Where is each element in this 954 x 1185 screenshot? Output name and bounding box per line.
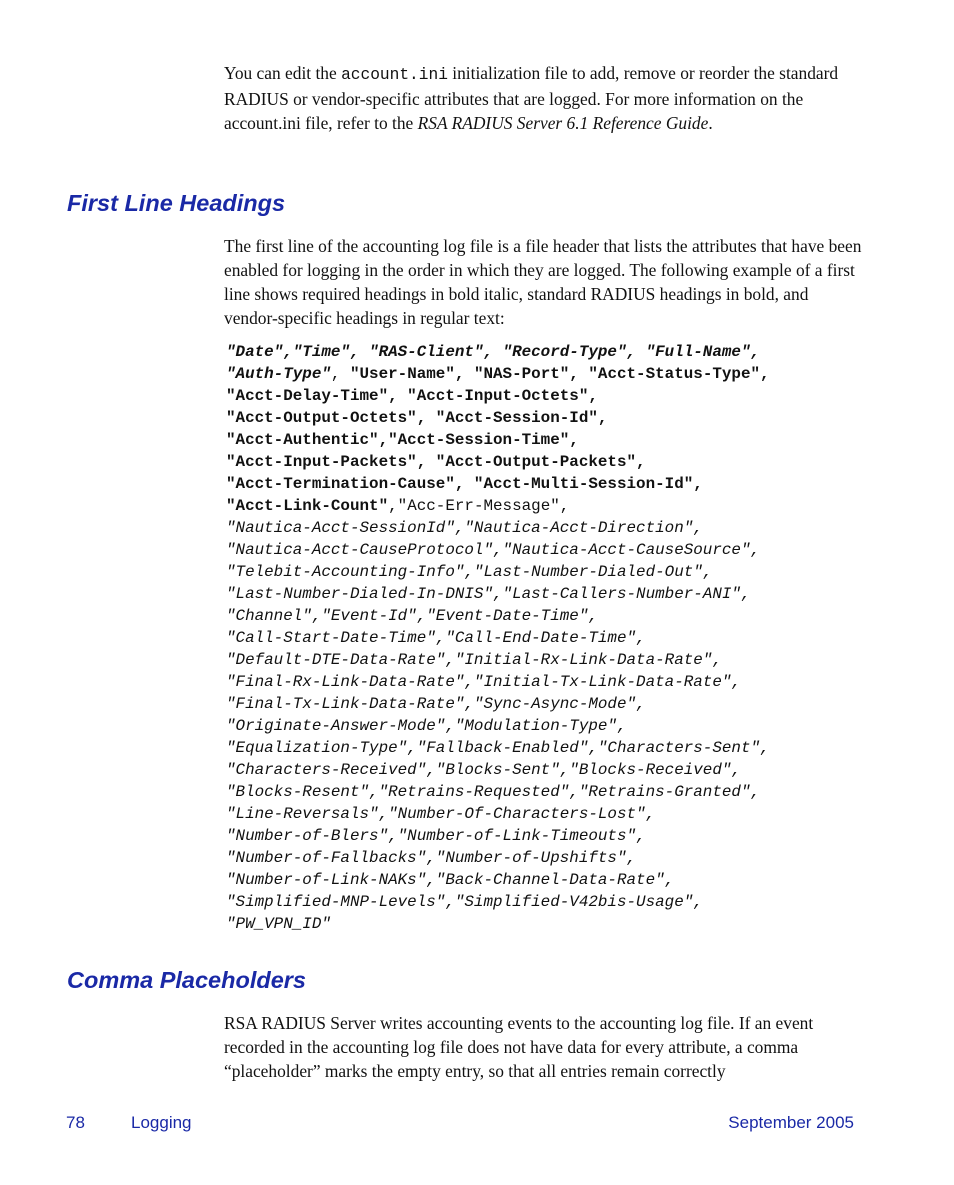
- code-line: [226, 451, 926, 473]
- code-line: [226, 869, 926, 891]
- code-segment: "Acct-Authentic","Acct-Session-Time",: [226, 431, 579, 449]
- code-line: [226, 627, 926, 649]
- code-line: [226, 759, 926, 781]
- code-line: [226, 693, 926, 715]
- code-line: [226, 891, 926, 913]
- code-segment: "Characters-Received","Blocks-Sent","Blocks-Received",: [226, 761, 741, 779]
- intro-text-1: You can edit the: [224, 63, 342, 83]
- code-line: [226, 363, 926, 385]
- code-segment: "Telebit-Accounting-Info","Last-Number-Dialed-Out",: [226, 563, 713, 581]
- code-segment: "Final-Rx-Link-Data-Rate","Initial-Tx-Link-Data-Rate",: [226, 673, 741, 691]
- code-line: [226, 825, 926, 847]
- code-line: [226, 341, 926, 363]
- intro-paragraph: [224, 61, 864, 135]
- code-segment: "Call-Start-Date-Time","Call-End-Date-Time",: [226, 629, 646, 647]
- code-segment: "Default-DTE-Data-Rate","Initial-Rx-Link-Data-Rate",: [226, 651, 722, 669]
- comma-placeholders-paragraph: RSA RADIUS Server writes accounting events to the accounting log file. If an event recorded in the accounting log file does not have data for every attribute, a comma “placeholder” marks the empty entry, so that all entries remain correctly: [224, 1013, 814, 1081]
- code-line: [226, 671, 926, 693]
- code-segment: "Acct-Termination-Cause", "Acct-Multi-Session-Id",: [226, 475, 703, 493]
- code-line: [226, 495, 926, 517]
- code-segment: "Date","Time", "RAS-Client", "Record-Type", "Full-Name",: [226, 343, 761, 361]
- code-segment: "Nautica-Acct-CauseProtocol","Nautica-Acct-CauseSource",: [226, 541, 761, 559]
- code-segment: "Channel","Event-Id","Event-Date-Time",: [226, 607, 598, 625]
- footer-page-number: 78: [66, 1113, 85, 1132]
- code-segment: "Number-of-Link-NAKs","Back-Channel-Data-Rate",: [226, 871, 675, 889]
- code-line: [226, 715, 926, 737]
- code-segment: "User-Name", "NAS-Port", "Acct-Status-Type",: [349, 365, 770, 383]
- code-line: [226, 605, 926, 627]
- code-segment: "Simplified-MNP-Levels","Simplified-V42bis-Usage",: [226, 893, 703, 911]
- code-line: [226, 407, 926, 429]
- code-segment: "PW_VPN_ID": [226, 915, 331, 933]
- footer-section-name: Logging: [131, 1113, 192, 1132]
- section-heading-first-line: First Line Headings: [67, 190, 286, 216]
- code-line: [226, 847, 926, 869]
- code-segment: "Number-of-Blers","Number-of-Link-Timeouts",: [226, 827, 646, 845]
- code-line: [226, 913, 926, 935]
- code-line: [226, 473, 926, 495]
- code-segment: "Nautica-Acct-SessionId","Nautica-Acct-Direction",: [226, 519, 703, 537]
- code-segment: ,"Acc-Err-Message",: [388, 497, 570, 515]
- footer-date: September 2005: [728, 1113, 854, 1132]
- code-segment: "Final-Tx-Link-Data-Rate","Sync-Async-Mode",: [226, 695, 646, 713]
- code-segment: "Originate-Answer-Mode","Modulation-Type",: [226, 717, 627, 735]
- code-segment: "Acct-Delay-Time", "Acct-Input-Octets",: [226, 387, 598, 405]
- code-line: [226, 429, 926, 451]
- code-segment: "Auth-Type": [226, 365, 331, 383]
- code-line: [226, 561, 926, 583]
- code-segment: "Equalization-Type","Fallback-Enabled","Characters-Sent",: [226, 739, 770, 757]
- code-line: [226, 539, 926, 561]
- code-segment: "Number-of-Fallbacks","Number-of-Upshifts",: [226, 849, 637, 867]
- code-line: [226, 583, 926, 605]
- code-line: [226, 781, 926, 803]
- first-line-paragraph: The first line of the accounting log file is a file header that lists the attributes that have been enabled for logging in the order in which they are logged. The following example of a first line shows required headings in bold italic, standard RADIUS headings in bold, and vendor-specific headings in regular text:: [224, 236, 862, 328]
- section-heading-comma-placeholders: Comma Placeholders: [67, 967, 307, 993]
- intro-text-2: initialization file to add, remove or reorder the standard RADIUS or vendor-specific attributes that are logged. For more information on the account.ini file, refer to the: [224, 63, 839, 133]
- code-segment: ,: [330, 365, 350, 383]
- code-line: [226, 803, 926, 825]
- header-example-code-block: [226, 341, 926, 935]
- code-line: [226, 385, 926, 407]
- code-line: [226, 517, 926, 539]
- reference-guide-title: RSA RADIUS Server 6.1 Reference Guide: [417, 113, 709, 133]
- code-segment: "Line-Reversals","Number-Of-Characters-Lost",: [226, 805, 656, 823]
- code-segment: "Acct-Output-Octets", "Acct-Session-Id",: [226, 409, 608, 427]
- intro-text-3: .: [708, 113, 713, 133]
- code-segment: "Last-Number-Dialed-In-DNIS","Last-Callers-Number-ANI",: [226, 585, 751, 603]
- code-segment: "Acct-Link-Count": [226, 497, 389, 515]
- intro-filename: account.ini: [341, 66, 448, 84]
- code-line: [226, 649, 926, 671]
- code-segment: "Acct-Input-Packets", "Acct-Output-Packets",: [226, 453, 646, 471]
- code-line: [226, 737, 926, 759]
- code-segment: "Blocks-Resent","Retrains-Requested","Retrains-Granted",: [226, 783, 761, 801]
